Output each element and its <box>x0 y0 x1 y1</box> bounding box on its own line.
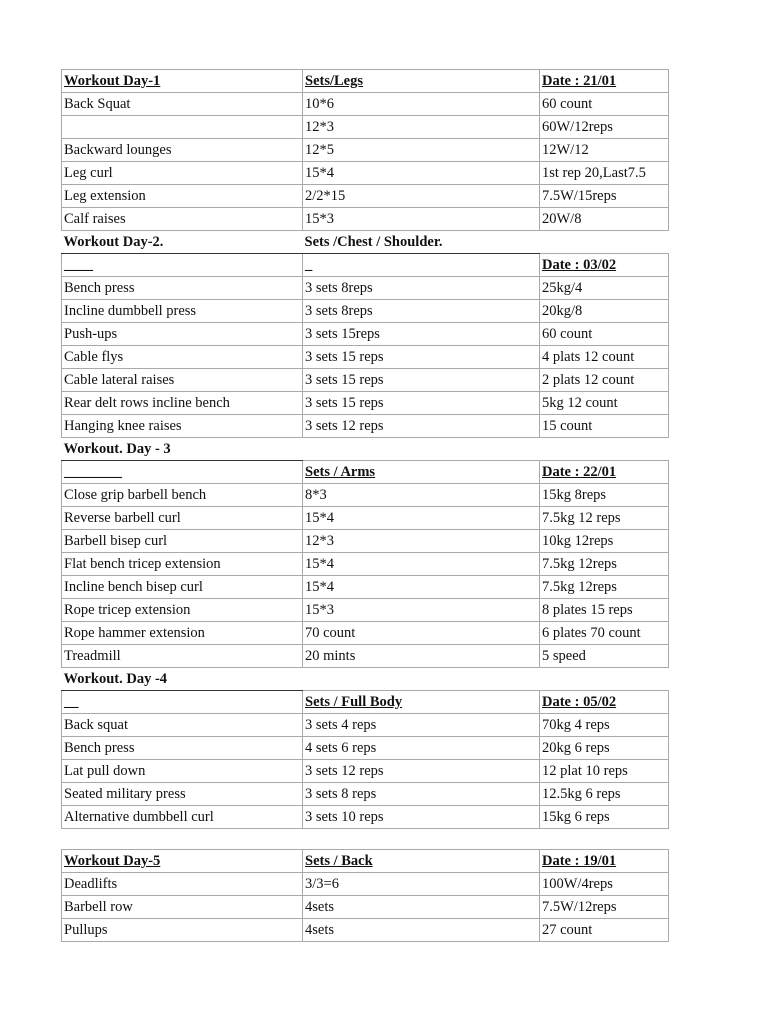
exercise-cell: Rope hammer extension <box>62 622 303 645</box>
sets-cell: 2/2*15 <box>303 185 540 208</box>
sets-cell: 3 sets 15 reps <box>303 392 540 415</box>
day2-subheader-row <box>62 254 669 277</box>
section-spacer <box>62 829 669 850</box>
load-cell: 25kg/4 <box>540 277 669 300</box>
day1-title: Workout Day-1 <box>62 70 303 93</box>
load-cell: 15 count <box>540 415 669 438</box>
sets-cell: 3 sets 15reps <box>303 323 540 346</box>
exercise-cell: Barbell row <box>62 896 303 919</box>
day4-subheader-row <box>62 691 669 714</box>
table-row <box>62 185 669 208</box>
exercise-cell: Cable flys <box>62 346 303 369</box>
table-row <box>62 806 669 829</box>
sets-cell: 15*3 <box>303 599 540 622</box>
sets-cell: 3 sets 15 reps <box>303 369 540 392</box>
load-cell: 20kg/8 <box>540 300 669 323</box>
day3-date: Date : 22/01 <box>540 461 669 484</box>
table-row <box>62 783 669 806</box>
sets-cell: 15*3 <box>303 208 540 231</box>
table-row <box>62 346 669 369</box>
load-cell: 2 plats 12 count <box>540 369 669 392</box>
exercise-cell: Lat pull down <box>62 760 303 783</box>
sets-cell: 12*3 <box>303 116 540 139</box>
sets-cell: 4 sets 6 reps <box>303 737 540 760</box>
exercise-cell: Back squat <box>62 714 303 737</box>
load-cell: 12 plat 10 reps <box>540 760 669 783</box>
table-row <box>62 599 669 622</box>
load-cell: 20W/8 <box>540 208 669 231</box>
load-cell: 4 plats 12 count <box>540 346 669 369</box>
day2-title: Workout Day-2. <box>62 231 303 254</box>
day2-underline-mark-2: _ <box>305 257 313 273</box>
exercise-cell: Leg curl <box>62 162 303 185</box>
table-row <box>62 208 669 231</box>
sets-cell: 4sets <box>303 896 540 919</box>
table-row <box>62 415 669 438</box>
load-cell: 70kg 4 reps <box>540 714 669 737</box>
sets-cell: 20 mints <box>303 645 540 668</box>
workout-log-table <box>61 69 669 942</box>
day3-sets-header: Sets / Arms <box>303 461 540 484</box>
table-row <box>62 896 669 919</box>
sets-cell: 3 sets 15 reps <box>303 346 540 369</box>
day2-sets-title: Sets /Chest / Shoulder. <box>303 231 540 254</box>
sets-cell: 10*6 <box>303 93 540 116</box>
day5-sets-header: Sets / Back <box>303 850 540 873</box>
table-row <box>62 323 669 346</box>
exercise-cell: Reverse barbell curl <box>62 507 303 530</box>
table-row <box>62 873 669 896</box>
load-cell: 7.5kg 12reps <box>540 553 669 576</box>
day5-title: Workout Day-5 <box>62 850 303 873</box>
exercise-cell: Backward lounges <box>62 139 303 162</box>
load-cell: 15kg 6 reps <box>540 806 669 829</box>
day3-title: Workout. Day - 3 <box>62 438 303 461</box>
exercise-cell: Rope tricep extension <box>62 599 303 622</box>
exercise-cell: Treadmill <box>62 645 303 668</box>
day4-title-row <box>62 668 669 691</box>
table-row <box>62 507 669 530</box>
day3-title-row <box>62 438 669 461</box>
exercise-cell: Leg extension <box>62 185 303 208</box>
sets-cell: 3 sets 8reps <box>303 277 540 300</box>
load-cell: 6 plates 70 count <box>540 622 669 645</box>
load-cell: 60W/12reps <box>540 116 669 139</box>
sets-cell: 15*4 <box>303 553 540 576</box>
exercise-cell: Alternative dumbbell curl <box>62 806 303 829</box>
exercise-cell: Barbell bisep curl <box>62 530 303 553</box>
load-cell: 7.5kg 12reps <box>540 576 669 599</box>
table-row <box>62 530 669 553</box>
day3-underline-mark: ________ <box>64 464 122 480</box>
load-cell: 7.5kg 12 reps <box>540 507 669 530</box>
exercise-cell: Incline dumbbell press <box>62 300 303 323</box>
sets-cell: 3 sets 4 reps <box>303 714 540 737</box>
exercise-cell: Bench press <box>62 737 303 760</box>
table-row <box>62 300 669 323</box>
load-cell: 8 plates 15 reps <box>540 599 669 622</box>
load-cell: 15kg 8reps <box>540 484 669 507</box>
table-row <box>62 162 669 185</box>
sets-cell: 15*4 <box>303 576 540 599</box>
exercise-cell: Back Squat <box>62 93 303 116</box>
table-row <box>62 116 669 139</box>
load-cell: 12.5kg 6 reps <box>540 783 669 806</box>
load-cell: 20kg 6 reps <box>540 737 669 760</box>
day2-title-row <box>62 231 669 254</box>
day1-sets-header: Sets/Legs <box>303 70 540 93</box>
day3-subheader-row <box>62 461 669 484</box>
sets-cell: 3/3=6 <box>303 873 540 896</box>
sets-cell: 3 sets 12 reps <box>303 760 540 783</box>
load-cell: 60 count <box>540 323 669 346</box>
load-cell: 60 count <box>540 93 669 116</box>
day5-header-row <box>62 850 669 873</box>
exercise-cell <box>62 116 303 139</box>
load-cell: 5 speed <box>540 645 669 668</box>
load-cell: 10kg 12reps <box>540 530 669 553</box>
sets-cell: 15*4 <box>303 507 540 530</box>
exercise-cell: Close grip barbell bench <box>62 484 303 507</box>
load-cell: 7.5W/12reps <box>540 896 669 919</box>
exercise-cell: Incline bench bisep curl <box>62 576 303 599</box>
day4-underline-mark: __ <box>64 694 79 710</box>
sets-cell: 15*4 <box>303 162 540 185</box>
exercise-cell: Deadlifts <box>62 873 303 896</box>
sets-cell: 3 sets 12 reps <box>303 415 540 438</box>
day4-sets-header: Sets / Full Body <box>303 691 540 714</box>
exercise-cell: Push-ups <box>62 323 303 346</box>
table-row <box>62 760 669 783</box>
exercise-cell: Cable lateral raises <box>62 369 303 392</box>
load-cell: 100W/4reps <box>540 873 669 896</box>
sets-cell: 70 count <box>303 622 540 645</box>
sets-cell: 8*3 <box>303 484 540 507</box>
table-row <box>62 737 669 760</box>
table-row <box>62 392 669 415</box>
table-row <box>62 622 669 645</box>
sets-cell: 3 sets 10 reps <box>303 806 540 829</box>
day2-underline-mark: ____ <box>64 257 93 273</box>
table-row <box>62 645 669 668</box>
day4-date: Date : 05/02 <box>540 691 669 714</box>
day5-date: Date : 19/01 <box>540 850 669 873</box>
exercise-cell: Rear delt rows incline bench <box>62 392 303 415</box>
table-row <box>62 139 669 162</box>
exercise-cell: Bench press <box>62 277 303 300</box>
table-row <box>62 369 669 392</box>
table-row <box>62 484 669 507</box>
load-cell: 27 count <box>540 919 669 942</box>
exercise-cell: Hanging knee raises <box>62 415 303 438</box>
day4-title: Workout. Day -4 <box>62 668 303 691</box>
load-cell: 12W/12 <box>540 139 669 162</box>
table-row <box>62 93 669 116</box>
exercise-cell: Seated military press <box>62 783 303 806</box>
sets-cell: 3 sets 8 reps <box>303 783 540 806</box>
day2-date: Date : 03/02 <box>540 254 669 277</box>
load-cell: 7.5W/15reps <box>540 185 669 208</box>
day1-header-row <box>62 70 669 93</box>
exercise-cell: Pullups <box>62 919 303 942</box>
table-row <box>62 919 669 942</box>
table-row <box>62 576 669 599</box>
load-cell: 5kg 12 count <box>540 392 669 415</box>
sets-cell: 3 sets 8reps <box>303 300 540 323</box>
sets-cell: 4sets <box>303 919 540 942</box>
table-row <box>62 277 669 300</box>
exercise-cell: Calf raises <box>62 208 303 231</box>
load-cell: 1st rep 20,Last7.5 <box>540 162 669 185</box>
sets-cell: 12*5 <box>303 139 540 162</box>
table-row <box>62 714 669 737</box>
day1-date: Date : 21/01 <box>540 70 669 93</box>
sets-cell: 12*3 <box>303 530 540 553</box>
table-row <box>62 553 669 576</box>
exercise-cell: Flat bench tricep extension <box>62 553 303 576</box>
